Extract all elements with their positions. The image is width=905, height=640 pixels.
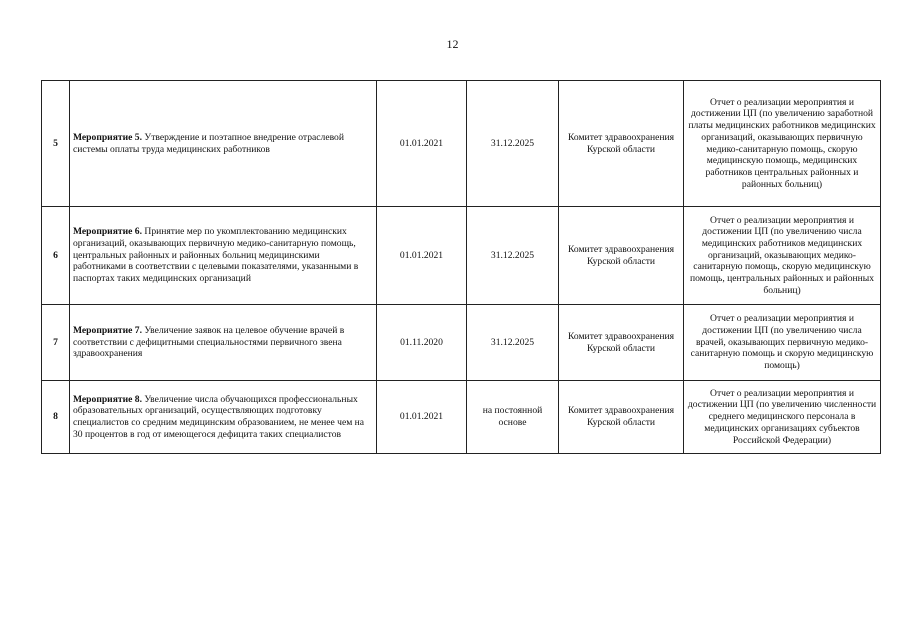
- activity-title: Мероприятие 7.: [73, 324, 142, 336]
- activity-text: Принятие мер по укомплектованию медицинских организаций, оказывающих первичную медико-санитарную помощь, центральных районных и районных больниц медицинскими работниками в соответствии с целевыми показателями, указанными в паспортах таких медицинских организаций: [73, 226, 359, 285]
- expected-result: Отчет о реализации мероприятия и достижении ЦП (по увеличению числа врачей, оказывающих первичную медико-санитарную помощь и скорую медицинскую помощь): [684, 305, 881, 381]
- end-date: 31.12.2025: [467, 81, 559, 207]
- activity-text: Увеличение заявок на целевое обучение врачей в соответствии с дефицитными специальностями первичного звена здравоохранения: [73, 324, 345, 360]
- page-number: 12: [446, 37, 459, 51]
- activities-table: [41, 80, 881, 454]
- activity-cell: [70, 381, 377, 454]
- table-row: [42, 81, 881, 207]
- end-date: 31.12.2025: [467, 305, 559, 381]
- activity-title: Мероприятие 5.: [73, 131, 142, 143]
- start-date: 01.01.2021: [377, 207, 467, 305]
- expected-result: Отчет о реализации мероприятия и достижении ЦП (по увеличению заработной платы медицинских работников медицинских организаций, оказывающих первичную медико-санитарную помощь, скорую медицинскую помощь, медицинских работников центральных районных и районных больниц): [684, 81, 881, 207]
- responsible-executor: Комитет здравоохранения Курской области: [559, 381, 684, 454]
- activity-text: Утверждение и поэтапное внедрение отраслевой системы оплаты труда медицинских работников: [73, 131, 344, 155]
- row-number: 5: [42, 81, 70, 207]
- activity-text: Увеличение числа обучающихся профессиональных образовательных организаций, осуществляющих подготовку специалистов со средним медицинским образованием, не менее чем на 30 процентов в год от имеющегося дефицита таких специалистов: [73, 393, 365, 440]
- activity-cell: [70, 207, 377, 305]
- activity-title: Мероприятие 8.: [73, 393, 142, 405]
- activity-cell: [70, 81, 377, 207]
- table-row: [42, 305, 881, 381]
- expected-result: Отчет о реализации мероприятия и достижении ЦП (по увеличению числа медицинских работников медицинских организаций, оказывающих медико-санитарную помощь, скорую медицинскую помощь, центральных районных и районных больниц): [684, 207, 881, 305]
- activity-title: Мероприятие 6.: [73, 226, 142, 238]
- start-date: 01.01.2021: [377, 81, 467, 207]
- table-row: [42, 381, 881, 454]
- activity-cell: [70, 305, 377, 381]
- expected-result: Отчет о реализации мероприятия и достижении ЦП (по увеличению численности среднего медицинского персонала в медицинских организациях субъектов Российской Федерации): [684, 381, 881, 454]
- start-date: 01.01.2021: [377, 381, 467, 454]
- responsible-executor: Комитет здравоохранения Курской области: [559, 207, 684, 305]
- row-number: 6: [42, 207, 70, 305]
- start-date: 01.11.2020: [377, 305, 467, 381]
- end-date: на постоянной основе: [467, 381, 559, 454]
- responsible-executor: Комитет здравоохранения Курской области: [559, 305, 684, 381]
- responsible-executor: Комитет здравоохранения Курской области: [559, 81, 684, 207]
- row-number: 8: [42, 381, 70, 454]
- end-date: 31.12.2025: [467, 207, 559, 305]
- table-row: [42, 207, 881, 305]
- row-number: 7: [42, 305, 70, 381]
